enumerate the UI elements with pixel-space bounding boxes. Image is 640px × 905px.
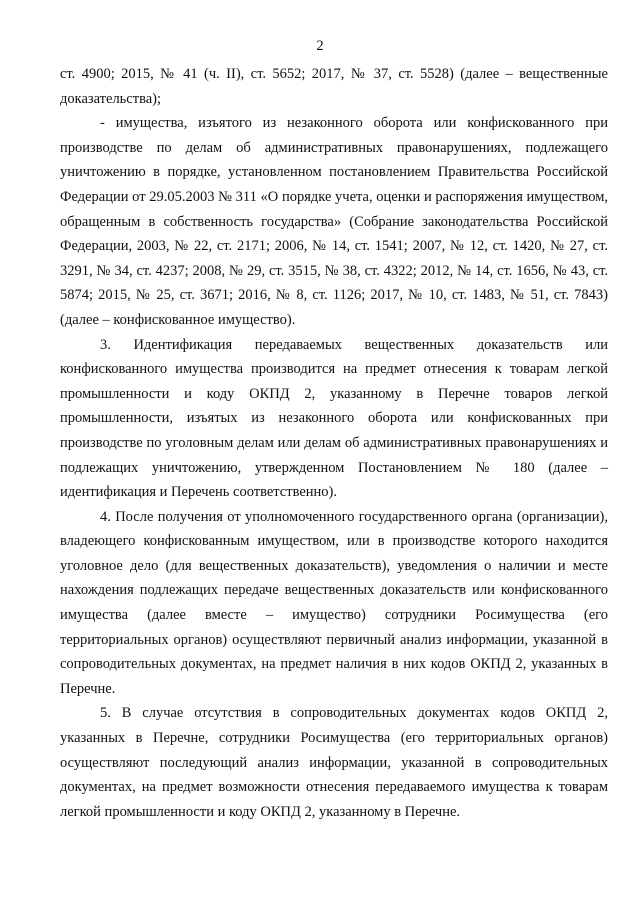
paragraph-confiscated-property: - имущества, изъятого из незаконного оборота или конфискованного при производстве по делам об административных правонарушениях, подлежащего уничтожению в порядке, установленном постановлением Правительства Российской Федерации от 29.05.2003 № 311 «О порядке учета, оценки и распоряжения имуществом, обращенным в собственность государства» (Собрание законодательства Российской Федерации, 2003, № 22, ст. 2171; 2006, № 14, ст. 1541; 2007, № 12, ст. 1420, № 27, ст. 3291, № 34, ст. 4237; 2008, № 29, ст. 3515, № 38, ст. 4322; 2012, № 14, ст. 1656, № 43, ст. 5874; 2015, № 25, ст. 3671; 2016, № 8, ст. 1126; 2017, № 10, ст. 1483, № 51, ст. 7843) (далее – конфискованное имущество). (60, 115, 608, 328)
paragraph-item-4-analysis: 4. После получения от уполномоченного государственного органа (организации), владеющего конфискованным имуществом, или в производстве которого находится уголовное дело (для вещественных доказательств), уведомления о наличии и месте нахождения подлежащих передаче вещественных доказательств или конфискованного имущества (далее вместе – имущество) сотрудники Росимущества (его территориальных органов) осуществляют первичный анализ информации, указанной в сопроводительных документах, на предмет наличия в них кодов ОКПД 2, указанных в Перечне. (60, 508, 608, 697)
paragraph-continuation: ст. 4900; 2015, № 41 (ч. II), ст. 5652; 2017, № 37, ст. 5528) (далее – вещественные доказательства); (60, 66, 608, 107)
paragraph-item-5-subsequent-analysis: 5. В случае отсутствия в сопроводительных документах кодов ОКПД 2, указанных в Перечне, сотрудники Росимущества (его территориальных органов) осуществляют последующий анализ информации, указанной в сопроводительных документах, на предмет возможности отнесения передаваемого имущества к товарам легкой промышленности и коду ОКПД 2, указанному в Перечне. (60, 705, 608, 820)
paragraph-item-3-identification: 3. Идентификация передаваемых вещественных доказательств или конфискованного имущества производится на предмет отнесения к товарам легкой промышленности и коду ОКПД 2, указанному в Перечне товаров легкой промышленности, изъятых из незаконного оборота или конфискованных при производстве по уголовным делам или делам об административных правонарушениях и подлежащих уничтожению, утвержденном Постановлением № 180 (далее – идентификация и Перечень соответственно). (60, 336, 608, 501)
page-number: 2 (316, 38, 324, 54)
document-body (60, 62, 608, 824)
